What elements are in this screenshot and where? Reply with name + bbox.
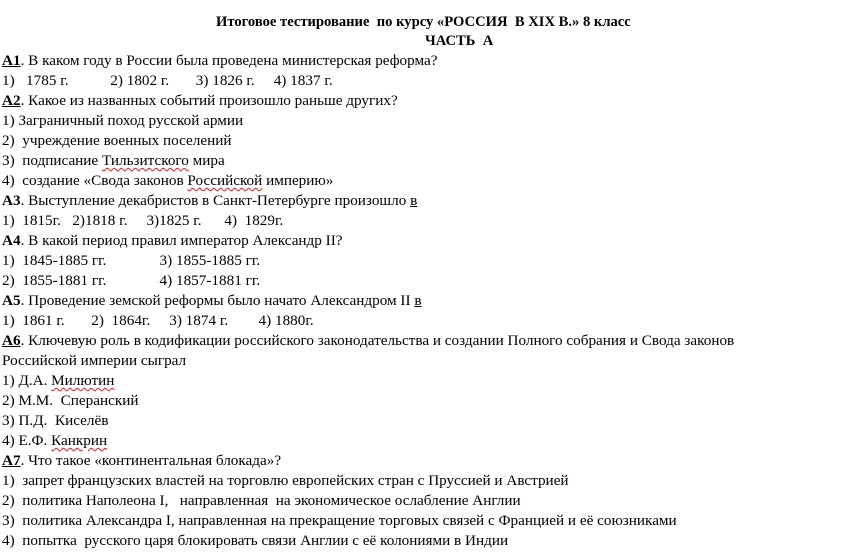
question-a4-options: 1) 1845-1885 гг. 3) 1855-1885 гг. <box>2 252 261 269</box>
question-a4-options: 2) 1855-1881 гг. 4) 1857-1881 гг. <box>2 272 261 289</box>
question-a5-options: 1) 1861 г. 2) 1864г. 3) 1874 г. 4) 1880г. <box>2 312 314 329</box>
question-text-underlined: в <box>414 292 422 309</box>
page-title: Итоговое тестирование по курсу «РОССИЯ В XIX В.» 8 класс <box>216 14 631 30</box>
question-number: А7 <box>2 452 21 469</box>
answer-text: империю» <box>262 172 334 189</box>
question-text: . В какой период правил император Александр II? <box>20 232 343 249</box>
question-number: А6 <box>2 332 21 349</box>
question-number: А4 <box>2 232 21 249</box>
answer-option: 3) политика Александра I, направленная на прекращение торговых связей с Францией и её союзниками <box>2 512 677 529</box>
answer-option: 2) политика Наполеона I, направленная на экономическое ослабление Англии <box>2 492 521 509</box>
question-a3 <box>2 191 417 211</box>
question-a4 <box>2 231 343 251</box>
question-text: . Ключевую роль в кодификации российского законодательства и создании Полного собрания и Свода законов <box>20 332 735 349</box>
answer-option: 3) П.Д. Киселёв <box>2 412 109 429</box>
answer-text: 3) подписание <box>2 152 102 169</box>
question-number: А1 <box>2 52 21 69</box>
spellcheck-word: Канкрин <box>51 432 108 449</box>
answer-option: 2) учреждение военных поселений <box>2 132 232 149</box>
answer-option: 1) Заграничный поход русской армии <box>2 112 244 129</box>
question-a1-options: 1) 1785 г. 2) 1802 г. 3) 1826 г. 4) 1837 г. <box>2 72 333 89</box>
question-number: А3 <box>2 192 21 209</box>
question-number: А5 <box>2 292 21 309</box>
question-text: . Выступление декабристов в Санкт-Петербурге произошло <box>20 192 411 209</box>
answer-option: 1) запрет французских властей на торговлю европейских стран с Пруссией и Австрией <box>2 472 569 489</box>
answer-option <box>2 171 333 191</box>
question-a2 <box>2 91 398 111</box>
question-text-underlined: в <box>410 192 418 209</box>
question-number: А2 <box>2 92 21 109</box>
answer-text: 4) Е.Ф. <box>2 432 52 449</box>
spellcheck-word: Российской <box>187 172 263 189</box>
answer-option <box>2 431 107 451</box>
question-a7 <box>2 451 281 471</box>
answer-text: 1) Д.А. <box>2 372 52 389</box>
question-a6 <box>2 331 734 351</box>
question-a5 <box>2 291 422 311</box>
answer-option <box>2 371 114 391</box>
question-a1 <box>2 51 438 71</box>
spellcheck-word: Тильзитского <box>101 152 189 169</box>
answer-option: 4) попытка русского царя блокировать связи Англии с её колониями в Индии <box>2 532 509 549</box>
answer-option <box>2 151 225 171</box>
question-text: . В каком году в России была проведена министерская реформа? <box>20 52 438 69</box>
question-a6-continued: Российской империи сыграл <box>2 352 187 369</box>
part-heading: ЧАСТЬ А <box>425 33 494 49</box>
question-text: . Какое из названных событий произошло раньше других? <box>20 92 398 109</box>
answer-text: мира <box>188 152 225 169</box>
answer-option: 2) М.М. Сперанский <box>2 392 139 409</box>
question-text: . Что такое «континентальная блокада»? <box>20 452 282 469</box>
question-a3-options: 1) 1815г. 2)1818 г. 3)1825 г. 4) 1829г. <box>2 212 284 229</box>
question-text: . Проведение земской реформы было начато Александром II <box>20 292 415 309</box>
spellcheck-word: Милютин <box>51 372 115 389</box>
answer-text: 4) создание «Свода законов <box>2 172 188 189</box>
